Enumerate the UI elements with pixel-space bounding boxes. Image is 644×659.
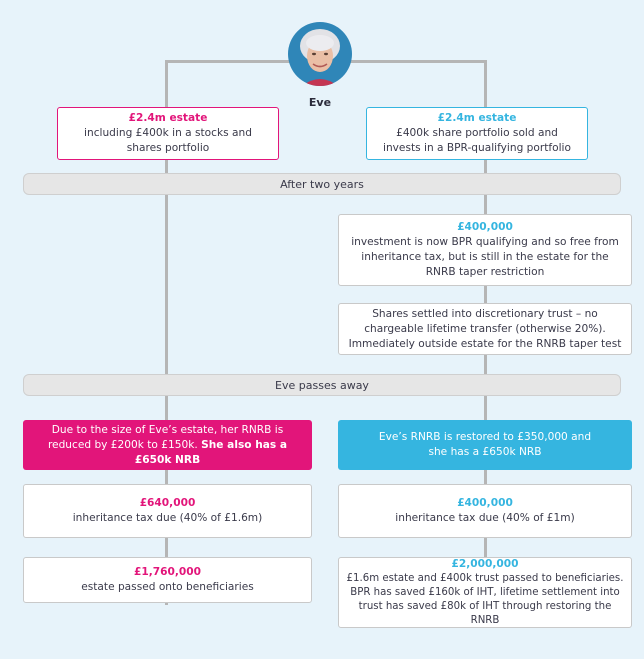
left-tax-box [23, 484, 312, 538]
left-final-text: estate passed onto beneficiaries [81, 581, 254, 593]
after-two-years-bar: After two years [23, 173, 621, 195]
right-final-text: £1.6m estate and £400k trust passed to beneficiaries. BPR has saved £160k of IHT, lifetime settlement into trust has saved £80k of IHT through restoring the RNRB [346, 573, 624, 626]
right-mid2-text: Shares settled into discretionary trust – no chargeable lifetime transfer (otherwise 20%). Immediately outside estate for the RNRB taper test [348, 307, 622, 350]
left-final-box [23, 557, 312, 603]
right-mid1-title: £400,000 [457, 221, 513, 233]
left-death-bold: She also has a £650k NRB [134, 438, 288, 466]
left-start-box [57, 107, 279, 160]
eve-avatar [288, 22, 352, 86]
portrait-icon [288, 22, 352, 86]
right-tax-title: £400,000 [457, 497, 513, 509]
eve-passes-away-bar: Eve passes away [23, 374, 621, 396]
right-tax-box [338, 484, 632, 538]
left-final-title: £1,760,000 [133, 566, 202, 578]
left-death-text [23, 423, 312, 468]
left-tax-title: £640,000 [139, 497, 196, 509]
right-death-box [338, 420, 632, 470]
left-tax-text: inheritance tax due (40% of £1.6m) [72, 512, 263, 524]
person-name: Eve [308, 96, 332, 109]
right-start-text: £400k share portfolio sold and invests in a BPR-qualifying portfolio [383, 127, 571, 154]
right-death-text: Eve’s RNRB is restored to £350,000 and she has a £650k NRB [378, 431, 592, 458]
left-death-normal: Due to the size of Eve’s estate, her RNRB is reduced by £200k to £150k. [47, 423, 284, 451]
right-mid-box-2 [338, 303, 632, 355]
left-start-title: £2.4m estate [128, 112, 208, 124]
left-death-box [23, 420, 312, 470]
right-start-box [366, 107, 588, 160]
right-start-title: £2.4m estate [437, 112, 517, 124]
right-final-box [338, 557, 632, 628]
left-start-text: including £400k in a stocks and shares portfolio [84, 127, 252, 154]
right-final-title: £2,000,000 [451, 558, 519, 570]
right-mid1-text: investment is now BPR qualifying and so free from inheritance tax, but is still in the estate for the RNRB taper restriction [351, 236, 619, 278]
right-mid-box-1 [338, 214, 632, 286]
right-tax-text: inheritance tax due (40% of £1m) [395, 512, 575, 524]
